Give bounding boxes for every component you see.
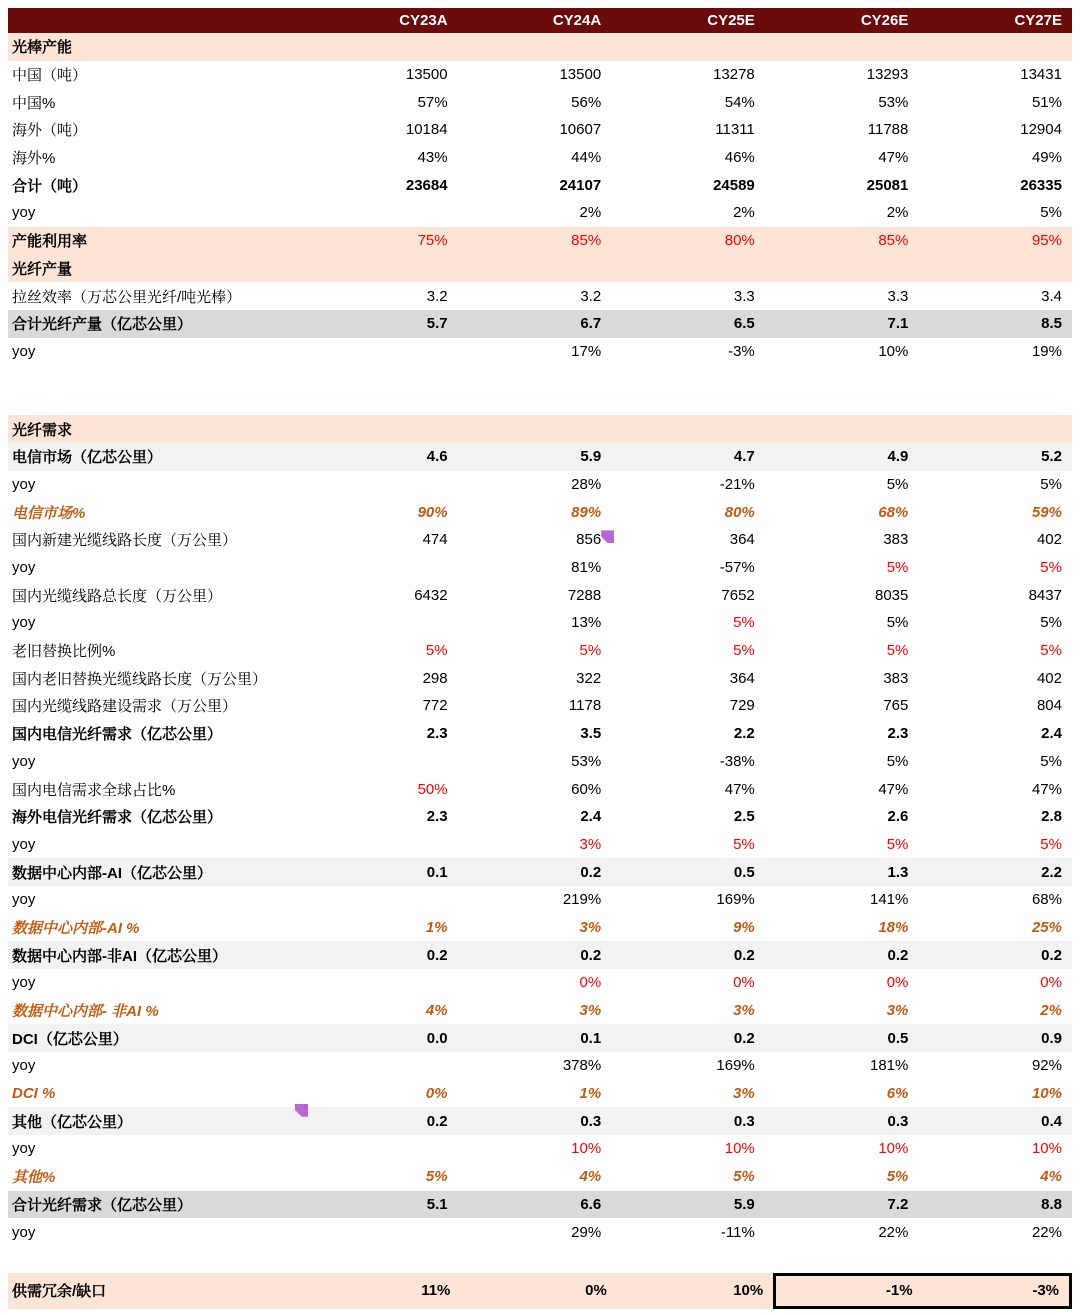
cell-value: 3%	[579, 835, 602, 853]
cell-value: 6.5	[733, 315, 755, 333]
cell-value: 25%	[1031, 918, 1062, 936]
cell-value: 5.9	[733, 1195, 755, 1213]
table-row	[8, 443, 1072, 471]
table-row	[8, 554, 1072, 582]
table-row	[8, 144, 1072, 172]
row-label: 合计（吨）	[12, 177, 88, 195]
cell-value: 19%	[1031, 342, 1062, 360]
cell-value: 43%	[417, 149, 448, 167]
cell-value: 298	[422, 669, 448, 687]
cell-value: 402	[1036, 531, 1062, 549]
cell-value: 13278	[713, 66, 755, 84]
table-row	[8, 338, 1072, 366]
row-label: 国内新建光缆线路长度（万公里）	[12, 532, 238, 550]
cell-value: 0%	[585, 1282, 607, 1300]
cell-value: 141%	[870, 891, 909, 909]
cell-value: 0.4	[1041, 1112, 1062, 1130]
cell-value: 4.9	[887, 448, 909, 466]
table-row	[8, 997, 1072, 1025]
cell-value: -38%	[719, 752, 755, 770]
table-row	[8, 858, 1072, 886]
cell-value: 10%	[724, 1140, 755, 1158]
table-row	[8, 581, 1072, 609]
row-label: yoy	[12, 891, 36, 909]
cell-value: 3.3	[733, 287, 755, 305]
table-row	[8, 941, 1072, 969]
cell-value: 5%	[886, 614, 909, 632]
cell-value: 11%	[421, 1282, 451, 1300]
table-row	[8, 116, 1072, 144]
table-row	[8, 171, 1072, 199]
cell-value: 10%	[571, 1140, 602, 1158]
cell-value: 10%	[878, 1140, 909, 1158]
cell-value: 28%	[571, 475, 602, 493]
spacer-row	[8, 365, 1072, 415]
cell-value: 0.2	[580, 946, 602, 964]
cell-value: 474	[422, 531, 448, 549]
row-label: DCI（亿芯公里）	[12, 1030, 128, 1048]
cell-value: 60%	[571, 780, 602, 798]
cell-value: 24107	[559, 176, 602, 194]
row-label: yoy	[12, 1223, 36, 1241]
capacity-demand-table	[8, 8, 1072, 1309]
cell-value: 4%	[1040, 1168, 1062, 1186]
table-row	[8, 61, 1072, 89]
cell-value: 85%	[571, 232, 602, 250]
cell-value: 4%	[579, 1168, 602, 1186]
spacer-row	[8, 1246, 1072, 1273]
table-row	[8, 969, 1072, 997]
cell-value: 1%	[425, 918, 448, 936]
cell-value: 57%	[417, 93, 448, 111]
cell-value: 5%	[886, 752, 909, 770]
row-label: 其他%	[12, 1169, 56, 1187]
cell-value: 383	[883, 669, 909, 687]
cell-value: 10%	[878, 342, 909, 360]
cell-value: 5%	[733, 1168, 755, 1186]
row-label: 其他（亿芯公里）	[8, 1111, 304, 1132]
cell-value: 80%	[724, 503, 755, 521]
cell-value: 7652	[721, 586, 755, 604]
cell-value: 5%	[579, 642, 602, 660]
row-label: 海外（吨）	[12, 122, 88, 140]
cell-value: 80%	[724, 232, 755, 250]
cell-value: 2%	[733, 204, 755, 222]
cell-value: 22%	[1031, 1223, 1062, 1241]
table-row	[8, 227, 1072, 255]
table-row	[8, 886, 1072, 914]
cell-value: 18%	[878, 918, 909, 936]
cell-value: 0.2	[887, 946, 909, 964]
table-row	[8, 199, 1072, 227]
cell-value: 2.6	[887, 808, 909, 826]
row-label: yoy	[12, 835, 36, 853]
cell-value: 6.6	[580, 1195, 602, 1213]
cell-value: 85%	[878, 232, 909, 250]
row-label: 国内光缆线路建设需求（万公里）	[12, 698, 238, 716]
cell-value: 2.4	[580, 808, 602, 826]
cell-value: 5%	[1040, 559, 1062, 577]
cell-value: 0.3	[580, 1112, 602, 1130]
cell-value: 17%	[571, 342, 602, 360]
cell-value: 5%	[733, 642, 755, 660]
table-row	[8, 748, 1072, 776]
cell-value: 54%	[724, 93, 755, 111]
cell-value: 322	[576, 669, 602, 687]
cell-value: 364	[729, 669, 755, 687]
row-label: yoy	[12, 614, 36, 632]
cell-value: 6.7	[580, 315, 602, 333]
row-label: 海外%	[12, 150, 56, 168]
row-label: 数据中心内部- 非AI %	[12, 1003, 159, 1021]
cell-value: 12904	[1020, 121, 1062, 139]
cell-value: 0.3	[733, 1112, 755, 1130]
row-label: 老旧替换比例%	[12, 643, 116, 661]
cell-value: 804	[1036, 697, 1062, 715]
cell-value: 51%	[1031, 93, 1062, 111]
cell-value: 5%	[1040, 204, 1062, 222]
cell-value: 56%	[571, 93, 602, 111]
cell-value: 3%	[886, 1002, 909, 1020]
row-label: DCI %	[12, 1085, 56, 1103]
cell-value: 5.1	[426, 1195, 448, 1213]
cell-value: 7.2	[887, 1195, 909, 1213]
cell-value: 0.1	[580, 1029, 602, 1047]
table-row	[8, 88, 1072, 116]
cell-value: 0.2	[426, 1112, 448, 1130]
cell-value: 5%	[425, 1168, 448, 1186]
column-header: CY26E	[860, 12, 909, 29]
row-label: yoy	[12, 752, 36, 770]
cell-value: 46%	[724, 149, 755, 167]
cell-value: 3.4	[1041, 287, 1062, 305]
cell-value: 0%	[425, 1085, 448, 1103]
row-label: 电信市场%	[12, 504, 86, 522]
table-row	[8, 255, 1072, 283]
cell-value: 8035	[875, 586, 909, 604]
cell-value: 10%	[1031, 1085, 1062, 1103]
cell-value: 3.5	[580, 725, 602, 743]
cell-value: 378%	[562, 1057, 602, 1075]
row-label: 国内电信需求全球占比%	[12, 781, 176, 799]
table-row	[8, 692, 1072, 720]
cell-value: 8.8	[1041, 1195, 1062, 1213]
cell-value: 13500	[559, 66, 602, 84]
cell-value: 53%	[571, 752, 602, 770]
table-row	[8, 282, 1072, 310]
cell-value: 5%	[1040, 614, 1062, 632]
cell-value: 1%	[579, 1085, 602, 1103]
table-row	[8, 609, 1072, 637]
cell-value: 402	[1036, 669, 1062, 687]
cell-value: 5%	[1040, 752, 1062, 770]
row-label: 产能利用率	[12, 233, 88, 251]
row-label: 拉丝效率（万芯公里光纤/吨光棒）	[12, 288, 242, 306]
cell-value: 0.3	[887, 1112, 909, 1130]
cell-value: 47%	[878, 149, 909, 167]
cell-value: 53%	[878, 93, 909, 111]
row-label: 供需冗余/缺口	[12, 1283, 107, 1301]
cell-value: -57%	[719, 559, 755, 577]
cell-value: 6432	[414, 586, 448, 604]
cell-value: 95%	[1031, 232, 1062, 250]
cell-value: 729	[729, 697, 755, 715]
table-row	[8, 720, 1072, 748]
cell-value: 2%	[886, 204, 909, 222]
cell-value: 219%	[562, 891, 602, 909]
table-row	[8, 1024, 1072, 1052]
cell-value: 5.9	[580, 448, 602, 466]
cell-value: 5%	[1040, 835, 1062, 853]
cell-value: 181%	[870, 1057, 909, 1075]
cell-value: 68%	[1031, 891, 1062, 909]
cell-value: 24589	[713, 176, 755, 194]
highlight-box	[773, 1273, 1072, 1309]
row-label: 中国（吨）	[12, 67, 88, 85]
table-row	[8, 1218, 1072, 1246]
row-label: yoy	[12, 475, 36, 493]
cell-value: 9%	[733, 918, 755, 936]
row-label: yoy	[12, 342, 36, 360]
cell-value: 10%	[733, 1282, 764, 1300]
table-row	[8, 775, 1072, 803]
cell-value: 5%	[886, 642, 909, 660]
cell-value: 3.2	[580, 287, 602, 305]
cell-value: 4.6	[426, 448, 448, 466]
cell-value: 29%	[571, 1223, 602, 1241]
cell-value: 90%	[417, 503, 448, 521]
cell-value: 0%	[579, 974, 602, 992]
cell-value: 0.5	[887, 1029, 909, 1047]
cell-value: 0%	[1040, 974, 1062, 992]
cell-value: 169%	[716, 1057, 755, 1075]
cell-value: 1.3	[887, 863, 909, 881]
cell-value: 3%	[733, 1085, 755, 1103]
cell-value: 4.7	[733, 448, 755, 466]
cell-value: -21%	[719, 475, 755, 493]
cell-value: 0.1	[426, 863, 448, 881]
cell-value: -3%	[728, 342, 755, 360]
column-header: CY23A	[399, 12, 448, 29]
table-row	[8, 471, 1072, 499]
cell-value: 68%	[878, 503, 909, 521]
cell-value: 5%	[425, 642, 448, 660]
cell-value: 10%	[1031, 1140, 1062, 1158]
row-label: yoy	[12, 974, 36, 992]
cell-value: 7.1	[887, 315, 909, 333]
cell-value: 0%	[886, 974, 909, 992]
cell-value: 13431	[1020, 66, 1062, 84]
table-row	[8, 664, 1072, 692]
cell-value: 856	[458, 531, 612, 548]
cell-value: 44%	[571, 149, 602, 167]
cell-value: 81%	[571, 559, 602, 577]
cell-value: 3.3	[887, 287, 909, 305]
cell-value: 8.5	[1041, 315, 1062, 333]
table-row	[8, 831, 1072, 859]
cell-value: 383	[883, 531, 909, 549]
cell-value: 25081	[866, 176, 909, 194]
row-label: 光纤产量	[12, 260, 73, 278]
cell-value: -11%	[720, 1223, 755, 1241]
cell-value: 2.3	[426, 808, 448, 826]
table-row	[8, 637, 1072, 665]
cell-value: 2.4	[1041, 725, 1062, 743]
cell-value: 11788	[867, 121, 909, 139]
table-row	[8, 914, 1072, 942]
table-header-row	[8, 8, 1072, 33]
cell-value: 5%	[733, 614, 755, 632]
cell-value: 13293	[866, 66, 909, 84]
cell-value: 47%	[724, 780, 755, 798]
row-label: 国内老旧替换光缆线路长度（万公里）	[12, 670, 268, 688]
cell-value: 0.9	[1041, 1029, 1062, 1047]
row-label: yoy	[12, 559, 36, 577]
table-row	[8, 1273, 1072, 1309]
table-row	[8, 1163, 1072, 1191]
row-label: 数据中心内部-AI（亿芯公里）	[12, 864, 212, 882]
cell-value: 0.2	[1041, 946, 1062, 964]
cell-value: 47%	[878, 780, 909, 798]
cell-value: 2.5	[733, 808, 755, 826]
column-header: CY25E	[707, 12, 755, 29]
cell-value: -1%	[885, 1282, 913, 1300]
cell-value: 169%	[716, 891, 755, 909]
cell-value: 5%	[886, 1168, 909, 1186]
row-label: 光纤需求	[12, 421, 73, 439]
cell-value: 23684	[405, 176, 448, 194]
cell-value: 26335	[1020, 176, 1062, 194]
cell-value: 11311	[715, 121, 755, 139]
row-label: 合计光纤产量（亿芯公里）	[12, 316, 193, 334]
cell-value: 47%	[1031, 780, 1062, 798]
cell-value: 10184	[405, 121, 448, 139]
row-label: 国内光缆线路总长度（万公里）	[12, 587, 223, 605]
cell-value: 89%	[571, 503, 602, 521]
cell-value: 50%	[417, 780, 448, 798]
cell-value: 364	[729, 531, 755, 549]
row-label: 光棒产能	[12, 39, 73, 57]
cell-value: 4%	[425, 1002, 448, 1020]
table-row	[8, 526, 1072, 554]
table-row	[8, 1080, 1072, 1108]
cell-value: 22%	[878, 1223, 909, 1241]
row-label: 国内电信光纤需求（亿芯公里）	[12, 726, 223, 744]
table-row	[8, 310, 1072, 338]
table-row	[8, 415, 1072, 443]
cell-value: 6%	[886, 1085, 909, 1103]
cell-value: 5%	[1040, 475, 1062, 493]
column-header: CY24A	[552, 12, 602, 29]
cell-value: 5%	[886, 835, 909, 853]
column-header: CY27E	[1014, 12, 1062, 29]
row-label: 数据中心内部-非AI（亿芯公里）	[12, 947, 227, 965]
table-row	[8, 1107, 1072, 1135]
row-label: yoy	[12, 1140, 36, 1158]
row-label: yoy	[12, 204, 36, 222]
cell-value: 3%	[579, 918, 602, 936]
cell-value: 3%	[733, 1002, 755, 1020]
cell-value: -3%	[1032, 1282, 1060, 1300]
row-label: 电信市场（亿芯公里）	[12, 449, 163, 467]
cell-value: 1178	[568, 697, 602, 715]
cell-value: 8437	[1028, 586, 1062, 604]
cell-value: 0.0	[426, 1029, 448, 1047]
row-label: 中国%	[12, 94, 56, 112]
cell-value: 2.2	[1041, 863, 1062, 881]
cell-value: 13500	[405, 66, 448, 84]
row-label: yoy	[12, 1057, 36, 1075]
cell-value: 5.2	[1041, 448, 1062, 466]
cell-value: 10607	[559, 121, 602, 139]
cell-value: 92%	[1031, 1057, 1062, 1075]
cell-value: 49%	[1031, 149, 1062, 167]
cell-value: 5%	[886, 475, 909, 493]
cell-value: 765	[883, 697, 909, 715]
table-row	[8, 1135, 1072, 1163]
cell-value: 5.7	[426, 315, 448, 333]
cell-value: 13%	[571, 614, 602, 632]
cell-value: 2%	[579, 204, 602, 222]
table-row	[8, 33, 1072, 61]
table-row	[8, 1191, 1072, 1219]
cell-value: 0.2	[733, 946, 755, 964]
cell-value: 5%	[886, 559, 909, 577]
cell-value: 772	[422, 697, 448, 715]
cell-value: 2%	[1040, 1002, 1062, 1020]
cell-value: 0.2	[426, 946, 448, 964]
cell-value: 5%	[733, 835, 755, 853]
cell-value: 59%	[1031, 503, 1062, 521]
cell-value: 2.3	[426, 725, 448, 743]
cell-value: 0.2	[580, 863, 602, 881]
cell-value: 5%	[1040, 642, 1062, 660]
row-label: 海外电信光纤需求（亿芯公里）	[12, 809, 223, 827]
cell-value: 7288	[567, 586, 602, 604]
table-row	[8, 498, 1072, 526]
row-label: 合计光纤需求（亿芯公里）	[12, 1196, 193, 1214]
cell-value: 0%	[733, 974, 755, 992]
cell-value: 2.8	[1041, 808, 1062, 826]
table-row	[8, 803, 1072, 831]
cell-value: 0.5	[733, 863, 755, 881]
cell-value: 0.2	[733, 1029, 755, 1047]
cell-value: 2.3	[887, 725, 909, 743]
table-row	[8, 1052, 1072, 1080]
cell-value: 3.2	[426, 287, 448, 305]
row-label: 数据中心内部-AI %	[12, 919, 140, 937]
cell-value: 2.2	[733, 725, 755, 743]
cell-value: 3%	[579, 1002, 602, 1020]
cell-value: 75%	[417, 232, 448, 250]
